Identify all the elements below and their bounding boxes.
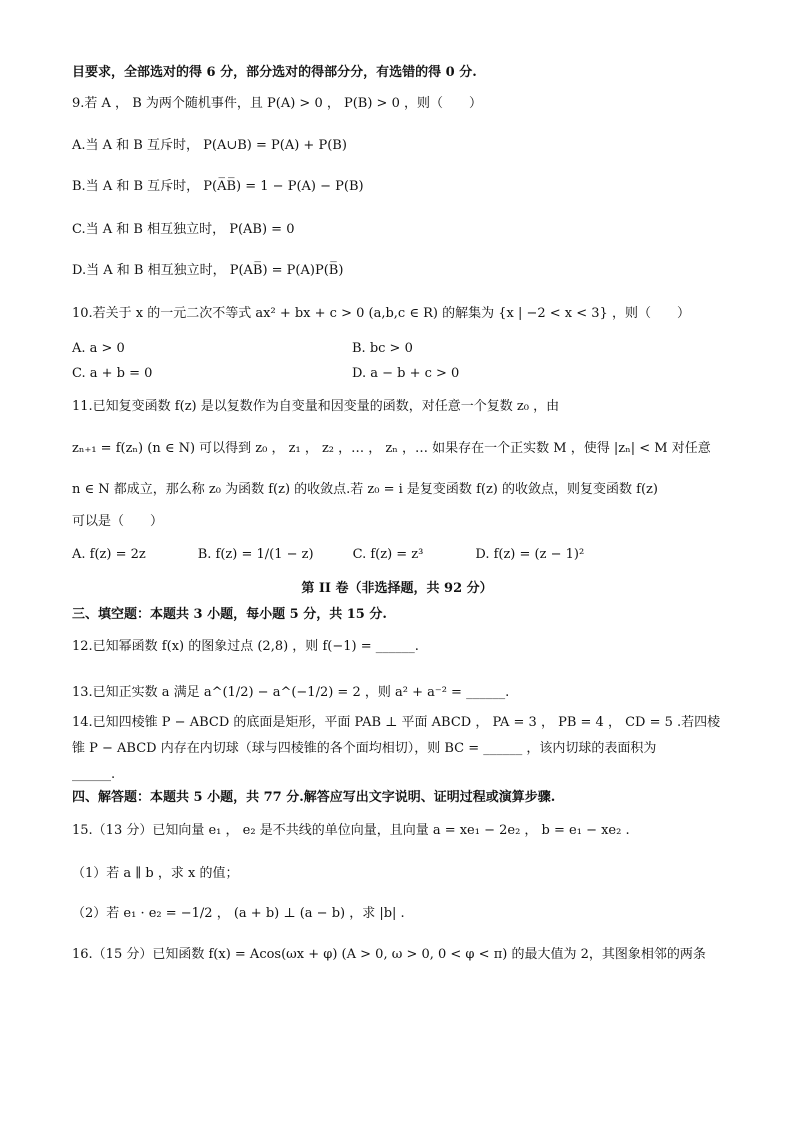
question-12: 12.已知幂函数 f(x) 的图象过点 (2,8) ，则 f(−1) = ______. — [72, 639, 419, 654]
question-11: 11.已知复变函数 f(z) 是以复数作为自变量和因变量的函数，对任意一个复数 z₀ ，由 — [72, 399, 560, 414]
question-15-part-1: （1）若 a ∥ b ，求 x 的值； — [72, 866, 239, 881]
question-9-option-d: D.当 A 和 B 相互独立时， P(AB̅) = P(A)P(B̅) — [72, 263, 344, 278]
question-10-option-c: C. a + b = 0 — [72, 366, 153, 381]
question-10-option-a: A. a > 0 — [72, 341, 125, 356]
question-10-option-b: B. bc > 0 — [352, 341, 413, 356]
question-9: 9.若 A ， B 为两个随机事件，且 P(A) > 0 ， P(B) > 0 ，则（ ） — [72, 96, 482, 111]
question-9-option-c: C.当 A 和 B 相互独立时， P(AB) = 0 — [72, 222, 295, 237]
part-2-heading: 第 II 卷（非选择题，共 92 分） — [301, 581, 493, 596]
question-16: 16.（15 分）已知函数 f(x) = Acos(ωx + φ) (A > 0, ω > 0, 0 < φ < π) 的最大值为 2，其图象相邻的两条 — [72, 947, 706, 962]
question-11-line-4: 可以是（ ） — [72, 514, 164, 529]
section-intro-text: 目要求，全部选对的得 6 分，部分选对的得部分分，有选错的得 0 分. — [72, 65, 477, 80]
question-11-line-2: zₙ₊₁ = f(zₙ) (n ∈ N) 可以得到 z₀ ， z₁ ， z₂ ，… ， zₙ ，… 如果存在一个正实数 M ，使得 |zₙ| < M 对任意 — [72, 441, 711, 456]
question-14-line-3: ______. — [72, 767, 116, 782]
section-4-heading: 四、解答题：本题共 5 小题，共 77 分.解答应写出文字说明、证明过程或演算步骤. — [72, 790, 556, 805]
section-3-heading: 三、填空题：本题共 3 小题，每小题 5 分，共 15 分. — [72, 607, 387, 622]
question-10: 10.若关于 x 的一元二次不等式 ax² + bx + c > 0 (a,b,c ∈ R) 的解集为 {x | −2 < x < 3} ，则（ ） — [72, 306, 690, 321]
question-15-part-2: （2）若 e₁ · e₂ = −1/2 ， (a + b) ⊥ (a − b) ，求 |b| . — [72, 906, 405, 921]
question-9-option-a: A.当 A 和 B 互斥时， P(A∪B) = P(A) + P(B) — [72, 138, 347, 153]
question-15: 15.（13 分）已知向量 e₁ ， e₂ 是不共线的单位向量，且向量 a = xe₁ − 2e₂ ， b = e₁ − xe₂ . — [72, 823, 630, 838]
question-14-line-2: 锥 P − ABCD 内存在内切球（球与四棱锥的各个面均相切），则 BC = ______ ，该内切球的表面积为 — [72, 741, 657, 756]
question-10-option-d: D. a − b + c > 0 — [352, 366, 460, 381]
question-11-options: A. f(z) = 2z B. f(z) = 1/(1 − z) C. f(z) = z³ D. f(z) = (z − 1)² — [72, 547, 585, 562]
question-11-line-3: n ∈ N 都成立，那么称 z₀ 为函数 f(z) 的收敛点.若 z₀ = i 是复变函数 f(z) 的收敛点，则复变函数 f(z) — [72, 482, 658, 497]
question-9-option-b: B.当 A 和 B 互斥时， P(A̅B̅) = 1 − P(A) − P(B) — [72, 179, 364, 194]
question-14: 14.已知四棱锥 P − ABCD 的底面是矩形，平面 PAB ⊥ 平面 ABCD ， PA = 3 ， PB = 4 ， CD = 5 .若四棱 — [72, 715, 721, 730]
question-13: 13.已知正实数 a 满足 a^(1/2) − a^(−1/2) = 2 ，则 a² + a⁻² = ______. — [72, 685, 510, 700]
